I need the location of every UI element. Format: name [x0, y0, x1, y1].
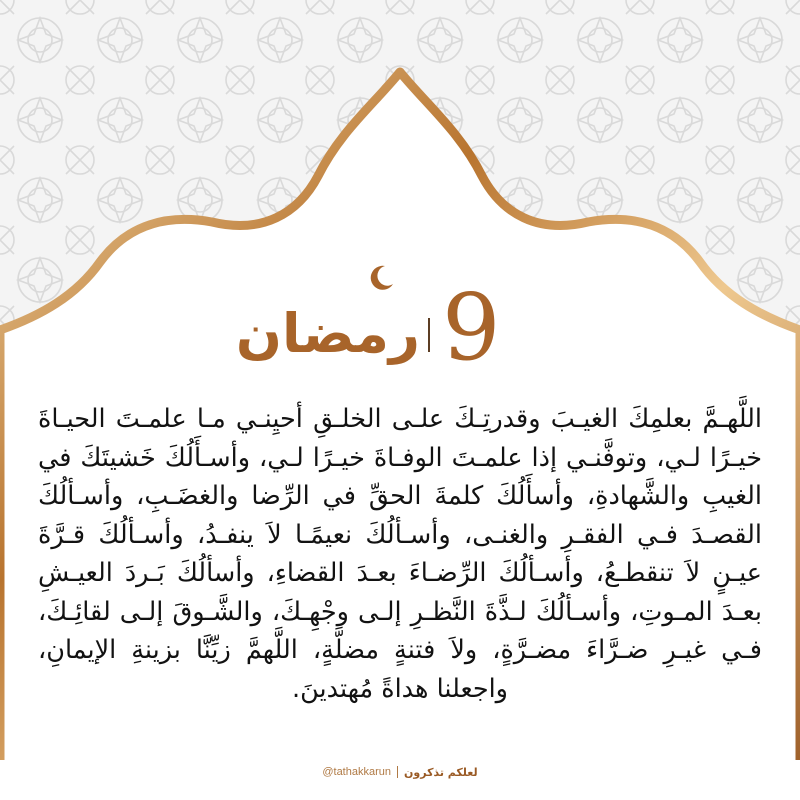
- day-number: 9: [442, 274, 501, 381]
- dua-text: اللَّهـمَّ بعلمِكَ الغيـبَ وقدرتِـكَ علـى الخلـقِ أحيِنـي مـا علمـتَ الحيـاةَ خيـرًا لـي، وتوفَّنـي إذا علمـتَ الوفـاةَ خيـرًا لـي، وأسـأَلُكَ خَشيتَكَ في الغيبِ والشَّهادةِ، وأسأَلُكَ كلمةَ الحقِّ في الرِّضا والغضَـبِ، وأسـألُكَ القصـدَ فـي الفقـرِ والغنـى، وأسـألُكَ نعيمًـا لاَ ينفـدُ، وأسـألُكَ قـرَّةَ عيـنٍ لاَ تنقطـعُ، وأسـألُكَ الرِّضـاءَ بعـدَ القضاءِ، وأسألُكَ بَـردَ العيـشِ بعـدَ المـوتِ، وأسـألُكَ لـذَّةَ النَّظـرِ إلـى وجْهِـكَ، والشَّـوقَ إلـى لقائِـكَ، فـي غيـرِ ضـرَّاءَ مضـرَّةٍ، ولاَ فتنةٍ مضلَّةٍ، اللَّهمَّ زيِّنَّا بزينةِ الإيمانِ، واجعلنا هداةً مُهتدينَ.: [38, 404, 762, 704]
- footer: [0, 760, 800, 784]
- month-name: رمضان: [235, 302, 420, 365]
- crescent-moon-icon: [365, 262, 397, 294]
- social-handle: @tathakkarun: [322, 766, 391, 778]
- footer-divider: [397, 766, 398, 778]
- title-divider: [428, 318, 430, 352]
- brand-logo-text: لعلكم تذكرون: [404, 765, 478, 779]
